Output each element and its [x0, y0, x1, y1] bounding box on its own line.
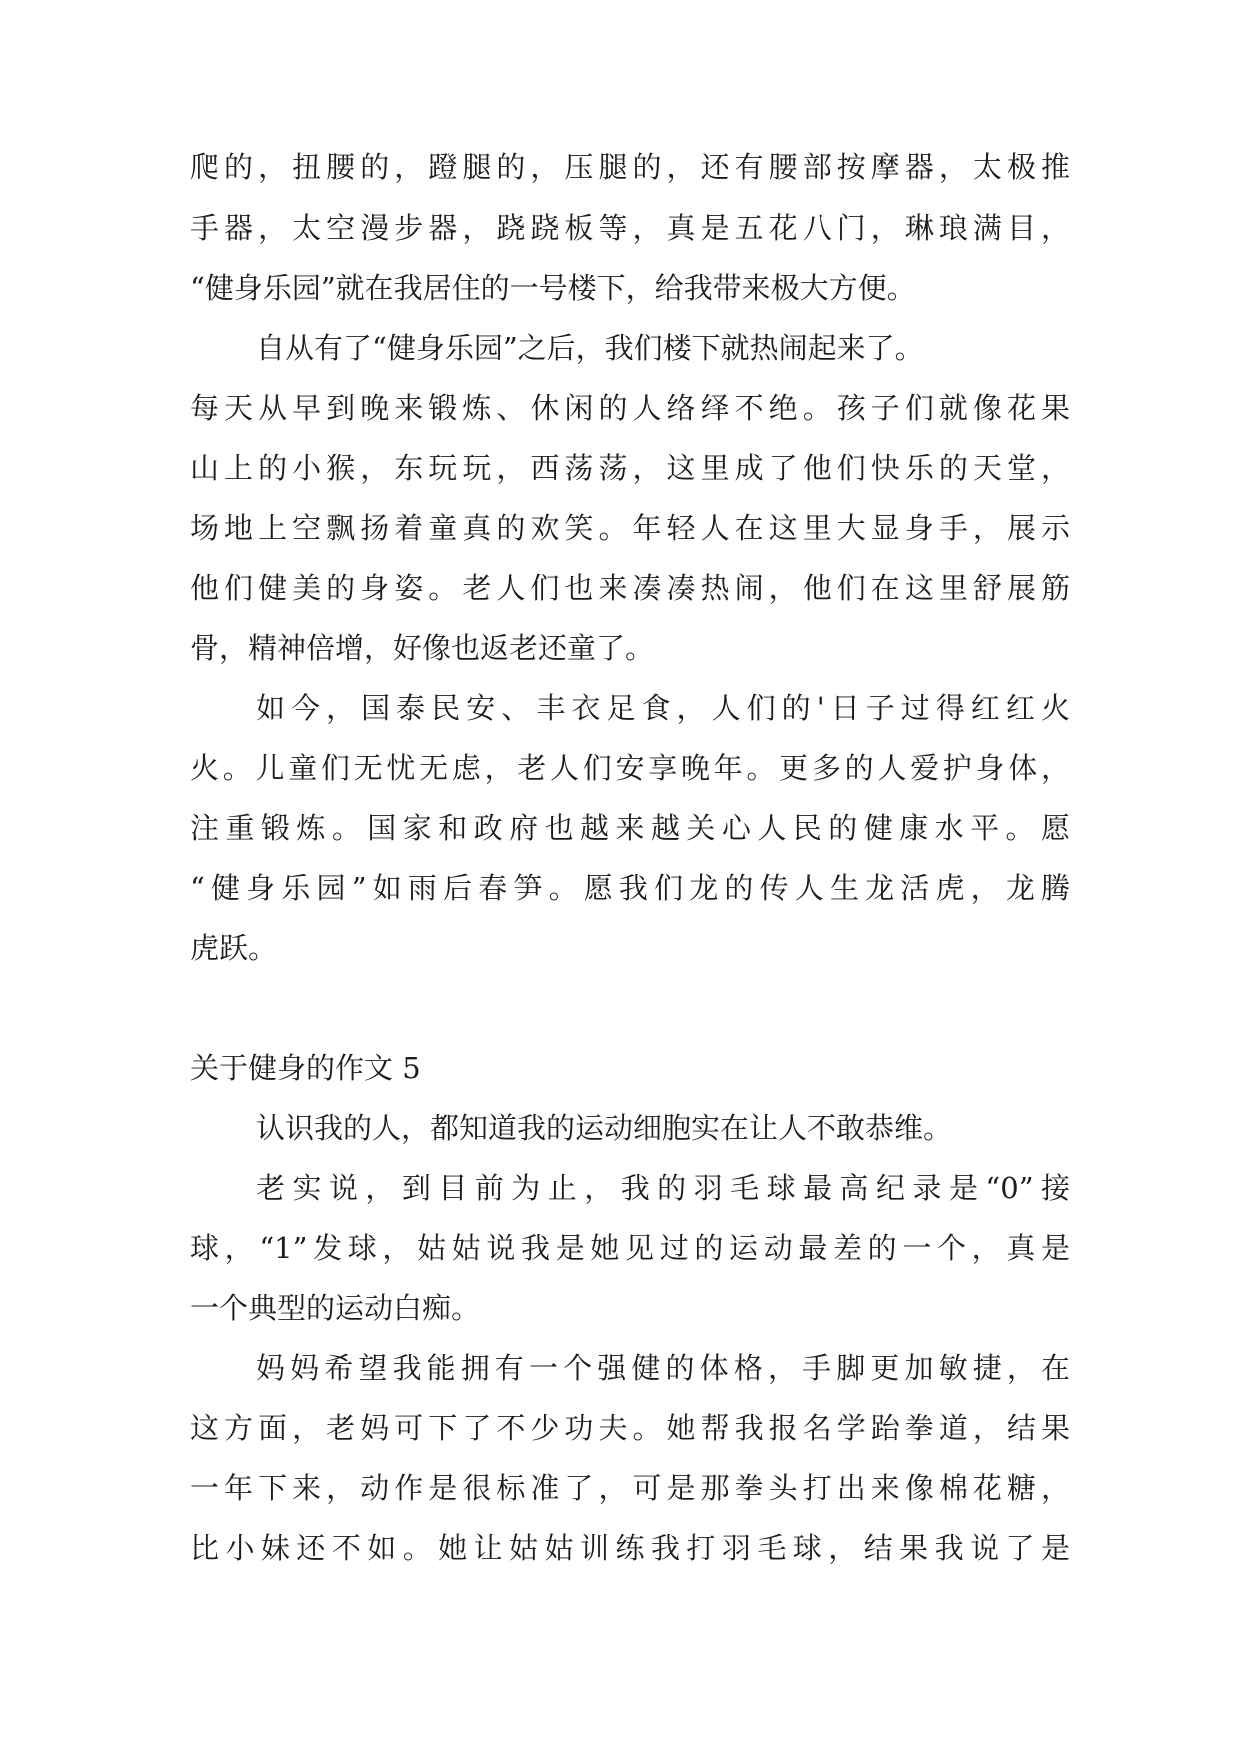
- text-line: 妈妈希望我能拥有一个强健的体格，手脚更加敏捷，在: [256, 1351, 1070, 1385]
- text-line: 老实说，到目前为止，我的羽毛球最高纪录是“0”接: [256, 1171, 1070, 1205]
- text-line: 一个典型的运动白痴。: [190, 1291, 481, 1325]
- text-line: 每天从早到晚来锻炼、休闲的人络绎不绝。孩子们就像花果: [190, 391, 1070, 425]
- text-line: 球，“1”发球，姑姑说我是她见过的运动最差的一个，真是: [190, 1231, 1070, 1265]
- text-line: 爬的，扭腰的，蹬腿的，压腿的，还有腰部按摩器，太极推: [190, 150, 1070, 184]
- text-line: 比小妹还不如。她让姑姑训练我打羽毛球，结果我说了是: [190, 1531, 1070, 1565]
- text-line: 手器，太空漫步器，跷跷板等，真是五花八门，琳琅满目，: [190, 211, 1070, 245]
- text-line: 山上的小猴，东玩玩，西荡荡，这里成了他们快乐的天堂，: [190, 451, 1070, 485]
- text-line: 一年下来，动作是很标准了，可是那拳头打出来像棉花糖，: [190, 1471, 1070, 1505]
- text-line: 如今，国泰民安、丰衣足食，人们的'日子过得红红火: [256, 691, 1070, 725]
- text-line: 自从有了“健身乐园”之后，我们楼下就热闹起来了。: [256, 331, 924, 365]
- text-line: 场地上空飘扬着童真的欢笑。年轻人在这里大显身手，展示: [190, 511, 1070, 545]
- text-line: “健身乐园”如雨后春笋。愿我们龙的传人生龙活虎，龙腾: [190, 871, 1070, 905]
- text-line: 注重锻炼。国家和政府也越来越关心人民的健康水平。愿: [190, 811, 1070, 845]
- section-title: 关于健身的作文 5: [190, 1051, 421, 1085]
- text-line: 这方面，老妈可下了不少功夫。她帮我报名学跆拳道，结果: [190, 1411, 1070, 1445]
- text-line: 虎跃。: [190, 931, 278, 965]
- text-line: 他们健美的身姿。老人们也来凑凑热闹，他们在这里舒展筋: [190, 571, 1070, 605]
- text-line: “健身乐园”就在我居住的一号楼下，给我带来极大方便。: [190, 271, 916, 305]
- text-line: 火。儿童们无忧无虑，老人们安享晚年。更多的人爱护身体，: [190, 751, 1070, 785]
- text-line: 骨，精神倍增，好像也返老还童了。: [190, 631, 655, 665]
- text-line: 认识我的人，都知道我的运动细胞实在让人不敢恭维。: [256, 1111, 953, 1145]
